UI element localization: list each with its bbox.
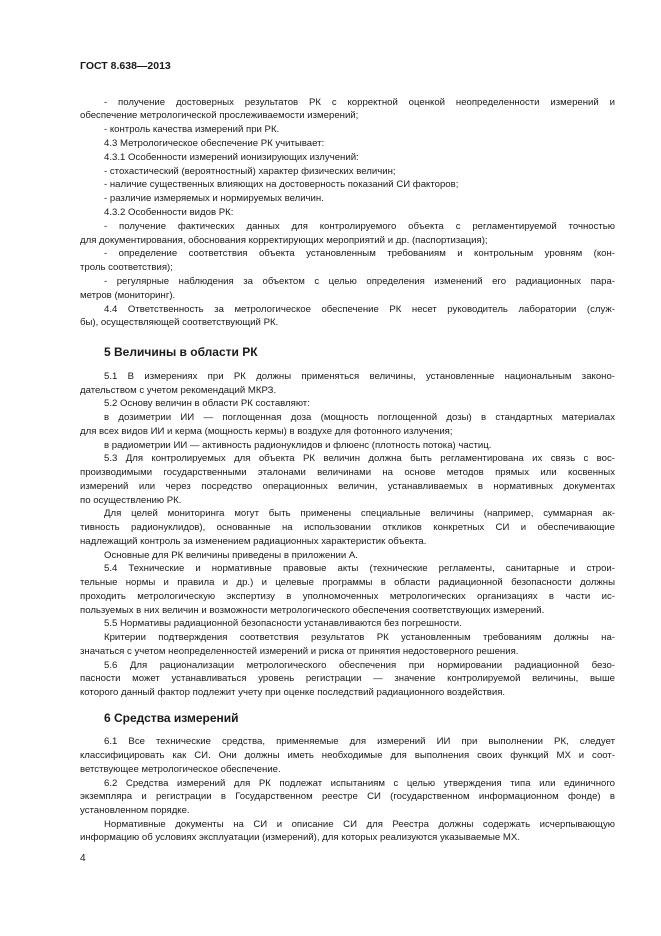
text-line: в дозиметрии ИИ — поглощенная доза (мощность поглощенной дозы) в стандартных материалах: [104, 412, 615, 423]
text-line: - регулярные наблюдения за объектом с целью определения изменений его радиационных пара-: [104, 276, 615, 287]
text-line: 5.3 Для контролируемых для объекта РК величин должна быть регламентирована их связь с вос-: [104, 453, 615, 464]
text-line: бы), осуществляющей соответствующий РК.: [80, 317, 279, 328]
text-line: производимыми государственными эталонами величинами на основе методов прямых или косвенных: [80, 467, 615, 478]
section-heading: 5 Величины в области РК: [104, 345, 258, 359]
text-line: Критерии подтверждения соответствия результатов РК установленным требованиям должны на-: [104, 632, 615, 643]
text-line: пользуемых в них величин и возможности метрологического обеспечения соответствующих измерений.: [80, 605, 545, 616]
text-line: 4.3 Метрологическое обеспечение РК учитывает:: [104, 138, 325, 149]
text-line: 6.2 Средства измерений для РК подлежат испытаниям с целью утверждения типа или единичного: [104, 778, 615, 789]
text-line: пасности может устанавливаться уровень регистрации — значение контролируемой величины, выше: [80, 673, 615, 684]
section-heading: 6 Средства измерений: [104, 711, 239, 725]
text-line: установленном порядке.: [80, 805, 190, 816]
text-line: Нормативные документы на СИ и описание СИ для Реестра должны содержать исчерпывающую: [104, 819, 615, 830]
text-line: информацию об условиях эксплуатации (измерений), для которых реализуются указываемые МХ.: [80, 832, 520, 843]
text-line: 4.3.1 Особенности измерений ионизирующих излучений:: [104, 152, 359, 163]
text-line: метров (мониторинг).: [80, 290, 176, 301]
text-line: для всех видов ИИ и керма (мощность кермы) в воздухе для фотонного излучения;: [80, 426, 453, 437]
text-line: надлежащий контроль за изменением радиационных характеристик объекта.: [80, 536, 427, 547]
text-line: 4.4 Ответственность за метрологическое обеспечение РК несет руководитель лаборатории (служ-: [104, 304, 615, 315]
text-line: Основные для РК величины приведены в приложении А.: [104, 550, 358, 561]
text-line: 5.6 Для рационализации метрологического обеспечения при нормировании радиационной безо-: [104, 660, 615, 671]
text-line: - получение фактических данных для контролируемого объекта с регламентируемой точностью: [104, 221, 615, 232]
text-line: - получение достоверных результатов РК с корректной оценкой неопределенности измерений и: [104, 97, 615, 108]
text-line: по осуществлению РК.: [80, 495, 182, 506]
text-line: - определение соответствия объекта установленным требованиям и контрольным уровням (кон-: [104, 248, 615, 259]
text-line: значаться с учетом неопределенностей измерений и риска от принятия недостоверного решения.: [80, 646, 519, 657]
text-line: Для целей мониторинга могут быть применены специальные величины (например, суммарная ак-: [104, 508, 615, 519]
text-line: обеспечение метрологической прослеживаемости измерений;: [80, 110, 359, 121]
text-line: для документирования, обоснования корректирующих мероприятий и др. (паспортизация);: [80, 235, 488, 246]
text-line: 6.1 Все технические средства, применяемые для измерений ИИ при выполнении РК, следует: [104, 736, 615, 747]
text-line: 4.3.2 Особенности видов РК:: [104, 207, 234, 218]
text-line: 5.2 Основу величин в области РК составляют:: [104, 398, 310, 409]
text-line: - наличие существенных влияющих на достоверность показаний СИ факторов;: [104, 179, 459, 190]
text-line: - стохастический (вероятностный) характер физических величин;: [104, 166, 396, 177]
text-line: в радиометрии ИИ — активность радионуклидов и флюенс (плотность потока) частиц.: [104, 440, 492, 451]
text-line: 5.5 Нормативы радиационной безопасности устанавливаются без погрешности.: [104, 618, 462, 629]
text-line: которого данный фактор подлежит учету при оценке последствий радиационного воздействия.: [80, 687, 506, 698]
text-line: - различие измеряемых и нормируемых величин.: [104, 193, 324, 204]
text-line: 5.1 В измерениях при РК должны применяться величины, установленные национальным законо-: [104, 371, 615, 382]
text-line: тельные нормы и правила и др.) и целевые программы в области радиационной безопасности должны: [80, 577, 615, 588]
text-line: экземпляра и регистрации в Государственном реестре СИ (государственном информационном фонде) в: [80, 791, 615, 802]
document-header: ГОСТ 8.638—2013: [80, 60, 171, 72]
text-line: классифицировать как СИ. Они должны иметь необходимые для выполнения своих функций МХ и соот-: [80, 750, 615, 761]
text-line: ветствующее метрологическое обеспечение.: [80, 764, 281, 775]
text-line: троль соответствия);: [80, 262, 173, 273]
text-line: - контроль качества измерений при РК.: [104, 124, 280, 135]
text-line: измерений или через посредство операционных величин, устанавливаемых в нормативных документах: [80, 481, 615, 492]
page-number: 4: [80, 853, 86, 864]
text-line: дательством с учетом рекомендаций МКРЗ.: [80, 385, 277, 396]
text-line: проходить метрологическую экспертизу в уполномоченных метрологических организациях в части ис-: [80, 591, 615, 602]
text-line: тивность радионуклидов), основанные на использовании откликов конкретных СИ и обеспечивающие: [80, 522, 615, 533]
text-line: 5.4 Технические и нормативные правовые акты (технические регламенты, санитарные и строи-: [104, 563, 615, 574]
